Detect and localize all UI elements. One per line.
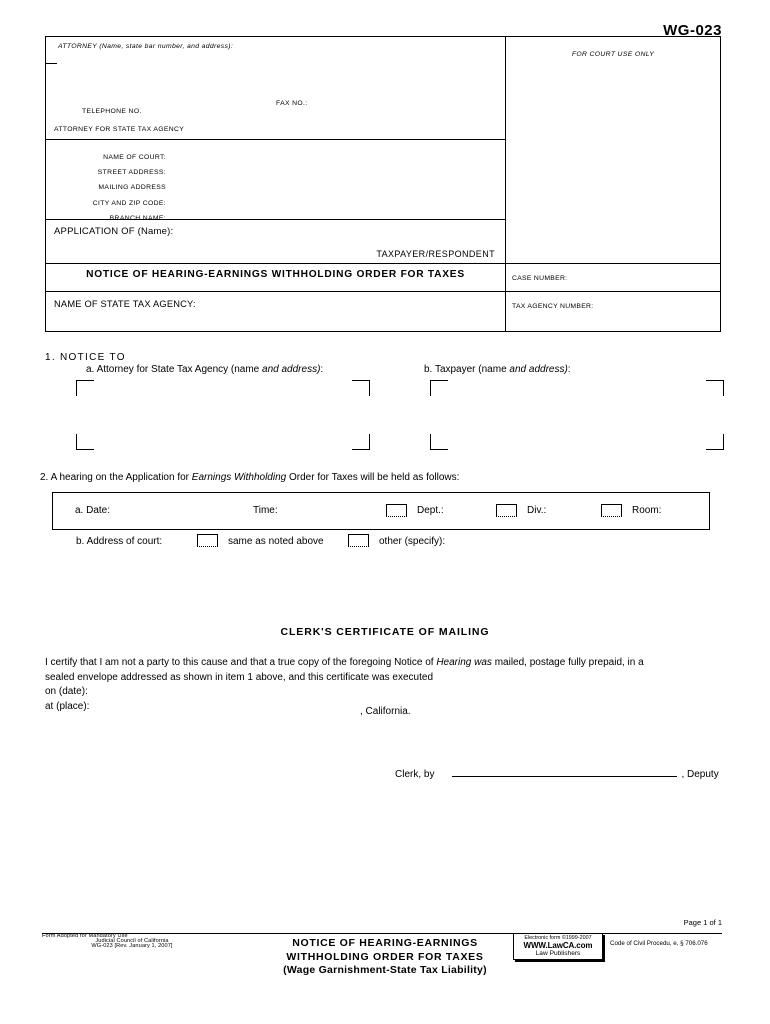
address-box-b-corner-br [706, 434, 724, 450]
street-address-label: STREET ADDRESS: [97, 169, 166, 177]
for-court-use-only-label: FOR COURT USE ONLY [571, 51, 655, 58]
dept-checkbox[interactable] [386, 504, 407, 517]
clerk-by-label: Clerk, by [395, 769, 435, 780]
item1b-suffix: : [567, 364, 571, 375]
address-box-a-corner-bl [76, 434, 94, 450]
for-court-use-only-box [506, 37, 720, 264]
certificate-body-part2: mailed, postage fully prepaid, in a [491, 657, 644, 668]
address-box-a-corner-tl [76, 380, 94, 396]
room-label: Room: [632, 505, 662, 516]
certificate-body-part1: I certify that I am not a party to this cause and that a true copy of the foregoing Notice of [45, 657, 437, 668]
hearing-time-label[interactable]: Time: [253, 505, 278, 516]
item2-heading-part1: 2. A hearing on the Application for [40, 472, 192, 483]
court-address-field[interactable] [46, 140, 505, 220]
fax-label: FAX NO.: [276, 100, 308, 107]
same-as-above-label: same as noted above [228, 536, 324, 547]
item1a-label [86, 364, 323, 375]
state-tax-agency-field[interactable] [46, 292, 505, 331]
div-label: Div.: [527, 505, 547, 516]
dept-label: Dept.: [417, 505, 444, 516]
tax-agency-number-label: TAX AGENCY NUMBER: [512, 303, 594, 310]
address-box-b-corner-tr [706, 380, 724, 396]
certificate-at-place-label[interactable]: at (place): [45, 700, 90, 712]
hearing-date-label[interactable]: a. Date: [75, 505, 111, 516]
adopted-line2: Judicial Council of California [95, 937, 169, 944]
case-number-field[interactable] [506, 264, 720, 292]
attorney-field[interactable] [46, 37, 505, 140]
item1-heading: 1. NOTICE TO [45, 352, 126, 363]
address-box-b-corner-bl [430, 434, 448, 450]
mailing-address-label: MAILING ADDRESS [98, 184, 166, 192]
name-of-court-label: NAME OF COURT: [103, 154, 166, 161]
telephone-label: TELEPHONE NO. [82, 108, 142, 115]
room-checkbox[interactable] [601, 504, 622, 517]
court-line-name [46, 146, 505, 161]
item2-heading-part2: Order for Taxes will be held as follows: [286, 472, 460, 483]
address-box-a-corner-br [352, 434, 370, 450]
item2-heading-italic: Earnings Withholding [191, 472, 287, 483]
item1a-prefix: a. Attorney for State Tax Agency (name [86, 364, 263, 375]
page-indicator: Page 1 of 1 [683, 918, 722, 927]
code-reference: Code of Civil Procedu, e, § 706.076 [610, 940, 708, 947]
caption-left-column [46, 37, 506, 331]
branch-name-label: BRANCH NAME: [109, 214, 166, 222]
adopted-line1: Form Adopted for Mandatory Use [42, 933, 128, 939]
telephone-fax-row [46, 100, 505, 118]
certificate-body-italic: Hearing was [436, 657, 492, 668]
item1b-label [424, 364, 571, 375]
item1a-italic: and address) [262, 364, 321, 375]
other-specify-label: other (specify): [379, 536, 446, 547]
tax-agency-number-field[interactable] [506, 292, 720, 331]
city-zip-label: CITY AND ZIP CODE: [92, 199, 166, 207]
court-line-street [46, 161, 505, 176]
attorney-label: ATTORNEY (Name, state bar number, and address): [58, 43, 234, 50]
footer-title-line3: (Wage Garnishment-State Tax Liability) [283, 964, 487, 976]
application-of-label: APPLICATION OF (Name): [54, 226, 174, 237]
address-box-a-corner-tr [352, 380, 370, 396]
hearing-details-box [52, 492, 710, 530]
attorney-for-label: ATTORNEY FOR STATE TAX AGENCY [54, 125, 185, 133]
court-line-city [46, 192, 505, 207]
deputy-label: , Deputy [681, 769, 719, 780]
item1b-prefix: b. Taxpayer (name [424, 364, 510, 375]
item1b-italic: and address) [509, 364, 568, 375]
stamp-line1: Electronic form ©1999-2007 [524, 935, 592, 941]
clerk-signature-row [395, 766, 719, 780]
certificate-body-line2: sealed envelope addressed as shown in item 1 above, and this certificate was executed [45, 671, 434, 683]
form-number: WG-023 [663, 22, 722, 39]
left-margin-tick [46, 63, 57, 64]
case-number-label: CASE NUMBER: [512, 275, 568, 282]
item1a-suffix: : [320, 364, 324, 375]
application-of-field[interactable] [46, 220, 505, 264]
item2-heading [40, 472, 459, 483]
state-tax-agency-label: NAME OF STATE TAX AGENCY: [54, 299, 196, 309]
caption-right-column [506, 37, 720, 331]
court-line-mailing [46, 176, 505, 191]
address-of-court-label: b. Address of court: [76, 536, 163, 547]
taxpayer-respondent-label: TAXPAYER/RESPONDENT [376, 249, 495, 259]
footer-title-line1: NOTICE OF HEARING-EARNINGS [292, 937, 478, 949]
address-box-b-corner-tl [430, 380, 448, 396]
certificate-title: CLERK'S CERTIFICATE OF MAILING [280, 626, 490, 638]
stamp-line3: Law Publishers [535, 950, 581, 957]
stamp-website[interactable]: WWW.LawCA.com [523, 941, 593, 950]
certificate-on-date-label[interactable]: on (date): [45, 686, 88, 697]
adopted-line3: WG-023 [Rev. January 1, 2007] [91, 942, 173, 949]
div-checkbox[interactable] [496, 504, 517, 517]
caption-block [45, 36, 721, 332]
publisher-stamp [513, 933, 603, 960]
same-as-above-checkbox[interactable] [197, 534, 218, 547]
california-label: , California. [360, 706, 411, 717]
other-specify-checkbox[interactable] [348, 534, 369, 547]
notice-title: NOTICE OF HEARING-EARNINGS WITHHOLDING ORDER FOR TAXES [86, 269, 465, 280]
footer-title-line2: WITHHOLDING ORDER FOR TAXES [286, 950, 484, 963]
clerk-signature-line[interactable] [452, 766, 677, 777]
notice-title-box [46, 264, 505, 292]
